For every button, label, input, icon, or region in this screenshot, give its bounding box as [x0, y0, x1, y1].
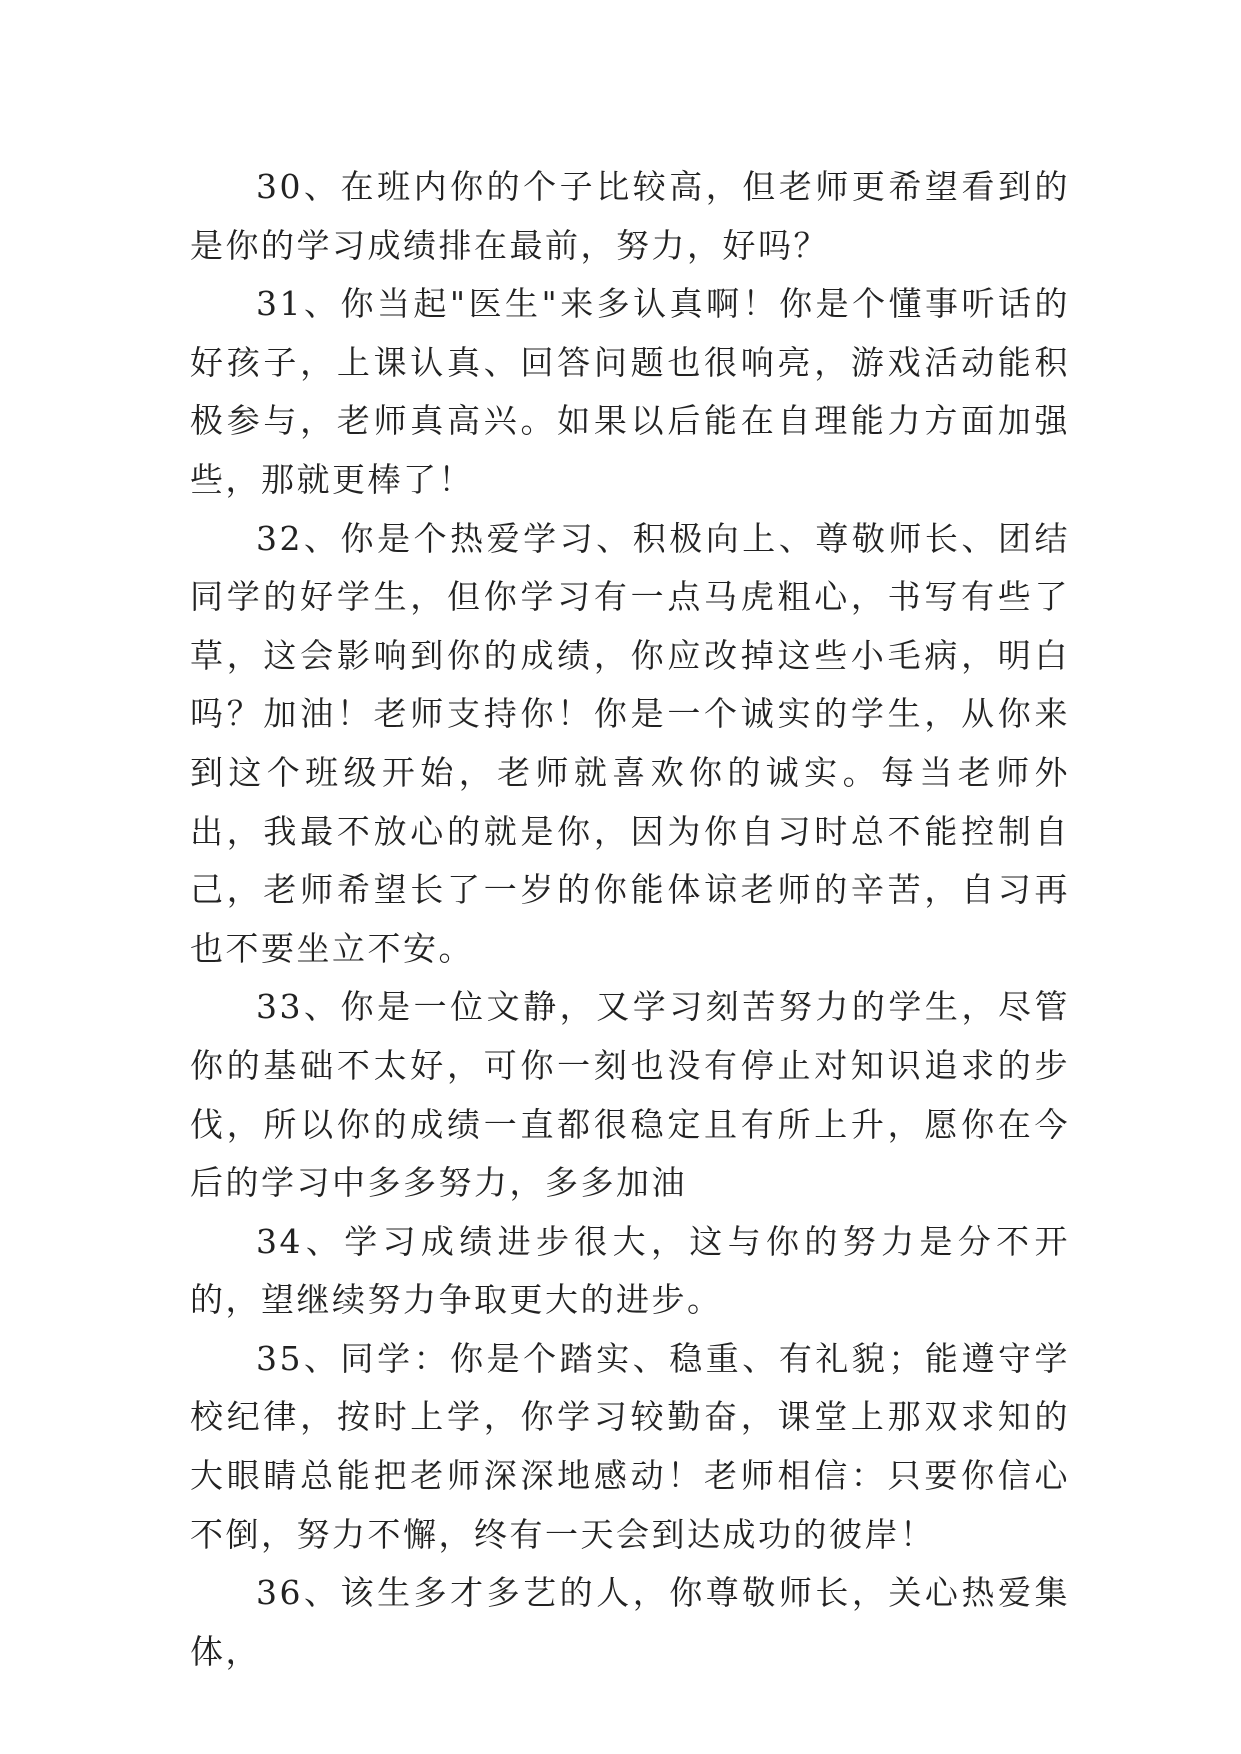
comment-paragraph-33: 33、你是一位文静，又学习刻苦努力的学生，尽管你的基础不太好，可你一刻也没有停止对知识追求的步伐，所以你的成绩一直都很稳定且有所上升，愿你在今后的学习中多多努力，多多加油 — [190, 987, 1070, 1203]
comment-paragraph-36: 36、该生多才多艺的人，你尊敬师长，关心热爱集体， — [190, 1573, 1070, 1671]
comment-paragraph-30: 30、在班内你的个子比较高，但老师更希望看到的是你的学习成绩排在最前，努力，好吗？ — [190, 167, 1070, 265]
comment-paragraph-34: 34、学习成绩进步很大，这与你的努力是分不开的，望继续努力争取更大的进步。 — [190, 1221, 1070, 1320]
comment-paragraph-35: 35、同学：你是个踏实、稳重、有礼貌；能遵守学校纪律，按时上学，你学习较勤奋，课堂上那双求知的大眼睛总能把老师深深地感动！老师相信：只要你信心不倒，努力不懈，终有一天会到达成功的彼岸！ — [190, 1338, 1070, 1554]
comment-paragraph-32: 32、你是个热爱学习、积极向上、尊敬师长、团结同学的好学生，但你学习有一点马虎粗心，书写有些了草，这会影响到你的成绩，你应改掉这些小毛病，明白吗？加油！老师支持你！你是一个诚实的学生，从你来到这个班级开始，老师就喜欢你的诚实。每当老师外出，我最不放心的就是你，因为你自习时总不能控制自己，老师希望长了一岁的你能体谅老师的辛苦，自习再也不要坐立不安。 — [190, 518, 1070, 968]
document-body — [190, 158, 1070, 1681]
comment-paragraph-31: 31、你当起"医生"来多认真啊！你是个懂事听话的好孩子，上课认真、回答问题也很响亮，游戏活动能积极参与，老师真高兴。如果以后能在自理能力方面加强些，那就更棒了！ — [190, 284, 1070, 499]
